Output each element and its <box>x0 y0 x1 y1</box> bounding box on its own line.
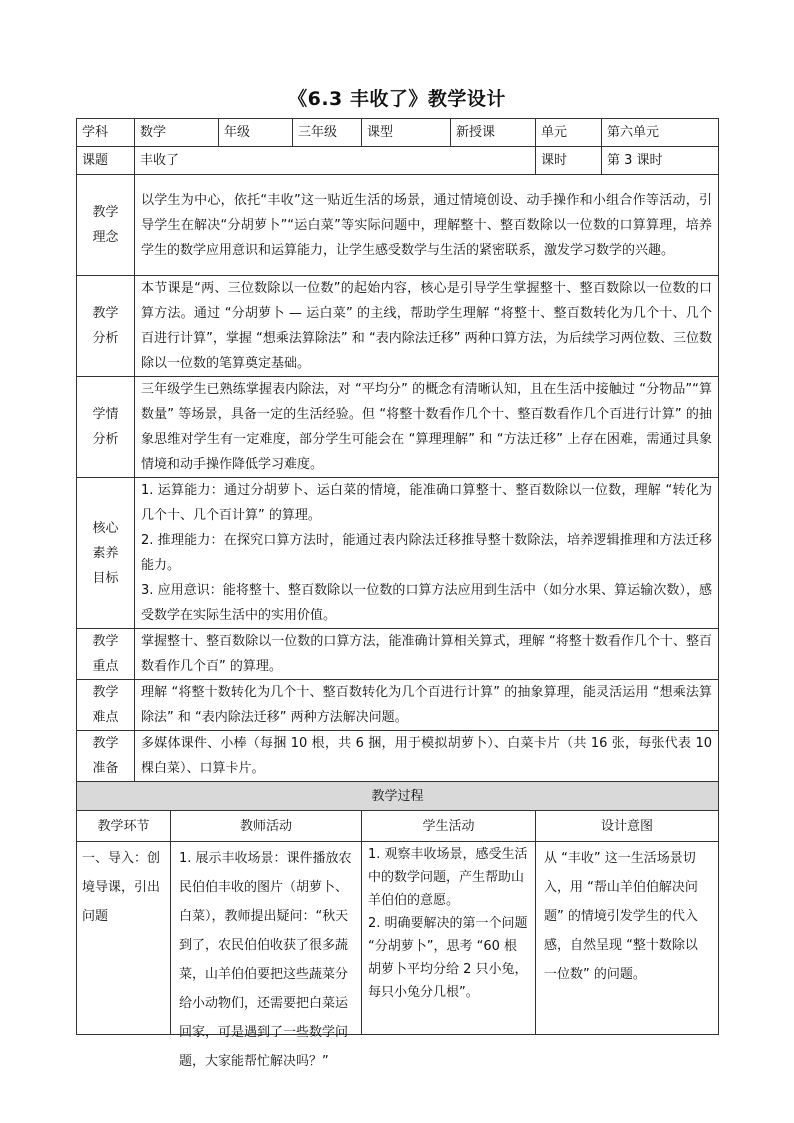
process-row <box>77 842 719 1035</box>
section-difficulties <box>77 680 719 731</box>
section-core-goals <box>77 478 719 629</box>
section-preparation <box>77 731 719 782</box>
section-key-points <box>77 629 719 680</box>
unit-label: 单元 <box>536 119 602 147</box>
section-content: 三年级学生已熟练掌握表内除法，对 “平均分” 的概念有清晰认知，且在生活中接触过 “分物品”“算数量” 等场景，具备一定的生活经验。但 “将整十数看作几个十、整百数看作几个百进行计算” 的抽象思维对学生有一定难度，部分学生可能会在 “算理理解” 和 “方法迁移” 上存在困难，需通过具象情境和动手操作降低学习难度。 <box>135 377 719 478</box>
grade-value: 三年级 <box>293 119 362 147</box>
grade-label: 年级 <box>219 119 293 147</box>
student-text: 1. 观察丰收场景，感受生活中的数学问题，产生帮助山羊伯伯的意愿。 2. 明确要解决的第一个问题 “分胡萝卜”，思考 “60 根胡萝卜平均分给 2 只小兔，每只小兔分几根”。 <box>368 847 528 1000</box>
section-content: 掌握整十、整百数除以一位数的口算方法，能准确计算相关算式，理解 “将整十数看作几个十、整百数看作几个百” 的算理。 <box>135 629 719 680</box>
subject-label: 学科 <box>77 119 135 147</box>
unit-value: 第六单元 <box>602 119 719 147</box>
intent-cell <box>536 842 719 1035</box>
goal-item: 3. 应用意识：能将整十、整百数除以一位数的口算方法应用到生活中（如分水果、算运输次数），感受数学在实际生活中的实用价值。 <box>141 583 713 623</box>
section-content: 以学生为中心，依托“丰收”这一贴近生活的场景，通过情境创设、动手操作和小组合作等活动，引导学生在解决“分胡萝卜”“运白菜”等实际问题中，理解整十、整百数除以一位数的口算算理，培养学生的数学应用意识和运算能力，让学生感受数学与生活的紧密联系，激发学习数学的兴趣。 <box>135 175 719 276</box>
section-content: 多媒体课件、小棒（每捆 10 根，共 6 捆，用于模拟胡萝卜）、白菜卡片（共 16 张，每张代表 10 棵白菜）、口算卡片。 <box>135 731 719 782</box>
teacher-text: 1. 展示丰收场景：课件播放农民伯伯丰收的图片（胡萝卜、白菜），教师提出疑问：“秋天到了，农民伯伯收获了很多蔬菜，山羊伯伯要把这些蔬菜分给小动物们，还需要把白菜运回家，可是遇到了一些数学问题，大家能帮忙解决吗？” <box>179 851 352 1069</box>
section-label: 教学 分析 <box>77 276 135 377</box>
section-label: 教学 准备 <box>77 731 135 782</box>
student-cell <box>362 842 536 1035</box>
goal-item: 1. 运算能力：通过分胡萝卜、运白菜的情境，能准确口算整十、整百数除以一位数，理解 “转化为几个十、几个百计算” 的算理。 <box>141 483 713 523</box>
process-banner-row <box>77 782 719 811</box>
header-teacher: 教师活动 <box>171 811 362 842</box>
topic-value: 丰收了 <box>135 147 536 175</box>
header-student: 学生活动 <box>362 811 536 842</box>
page-title: 《6.3 丰收了》教学设计 <box>288 88 506 110</box>
section-learner-analysis <box>77 377 719 478</box>
info-row-1 <box>77 119 719 147</box>
goal-item: 2. 推理能力：在探究口算方法时，能通过表内除法迁移推导整十数除法，培养逻辑推理和方法迁移能力。 <box>141 533 713 573</box>
teacher-cell <box>171 842 362 1069</box>
process-header-row <box>77 811 719 842</box>
lesson-plan-table <box>76 118 719 1069</box>
section-label: 教学 理念 <box>77 175 135 276</box>
section-label: 教学 重点 <box>77 629 135 680</box>
header-stage: 教学环节 <box>77 811 171 842</box>
process-banner: 教学过程 <box>77 782 719 811</box>
section-philosophy <box>77 175 719 276</box>
section-content: 本节课是“两、三位数除以一位数”的起始内容，核心是引导学生掌握整十、整百数除以一位数的口算方法。通过 “分胡萝卜 — 运白菜” 的主线，帮助学生理解 “将整十、整百数转化为几个十、几个百进行计算”，掌握 “想乘法算除法” 和 “表内除法迁移” 两种口算方法，为后续学习两位数、三位数除以一位数的笔算奠定基础。 <box>135 276 719 377</box>
stage-text: 一、导入：创境导课，引出问题 <box>82 851 161 924</box>
section-content: 理解 “将整十数转化为几个十、整百数转化为几个百进行计算” 的抽象算理，能灵活运用 “想乘法算除法” 和 “表内除法迁移” 两种方法解决问题。 <box>135 680 719 731</box>
section-label: 教学 难点 <box>77 680 135 731</box>
subject-value: 数学 <box>135 119 219 147</box>
topic-label: 课题 <box>77 147 135 175</box>
section-analysis <box>77 276 719 377</box>
type-label: 课型 <box>362 119 451 147</box>
info-row-2 <box>77 147 719 175</box>
type-value: 新授课 <box>451 119 536 147</box>
section-label: 核心 素养 目标 <box>77 478 135 629</box>
stage-cell <box>77 842 171 1035</box>
intent-text: 从 “丰收” 这一生活场景切入，用 “帮山羊伯伯解决问题” 的情境引发学生的代入感，自然呈现 “整十数除以一位数” 的问题。 <box>544 851 698 982</box>
header-intent: 设计意图 <box>536 811 719 842</box>
period-label: 课时 <box>536 147 602 175</box>
period-value: 第 3 课时 <box>602 147 719 175</box>
section-label: 学情 分析 <box>77 377 135 478</box>
section-content <box>135 478 719 629</box>
